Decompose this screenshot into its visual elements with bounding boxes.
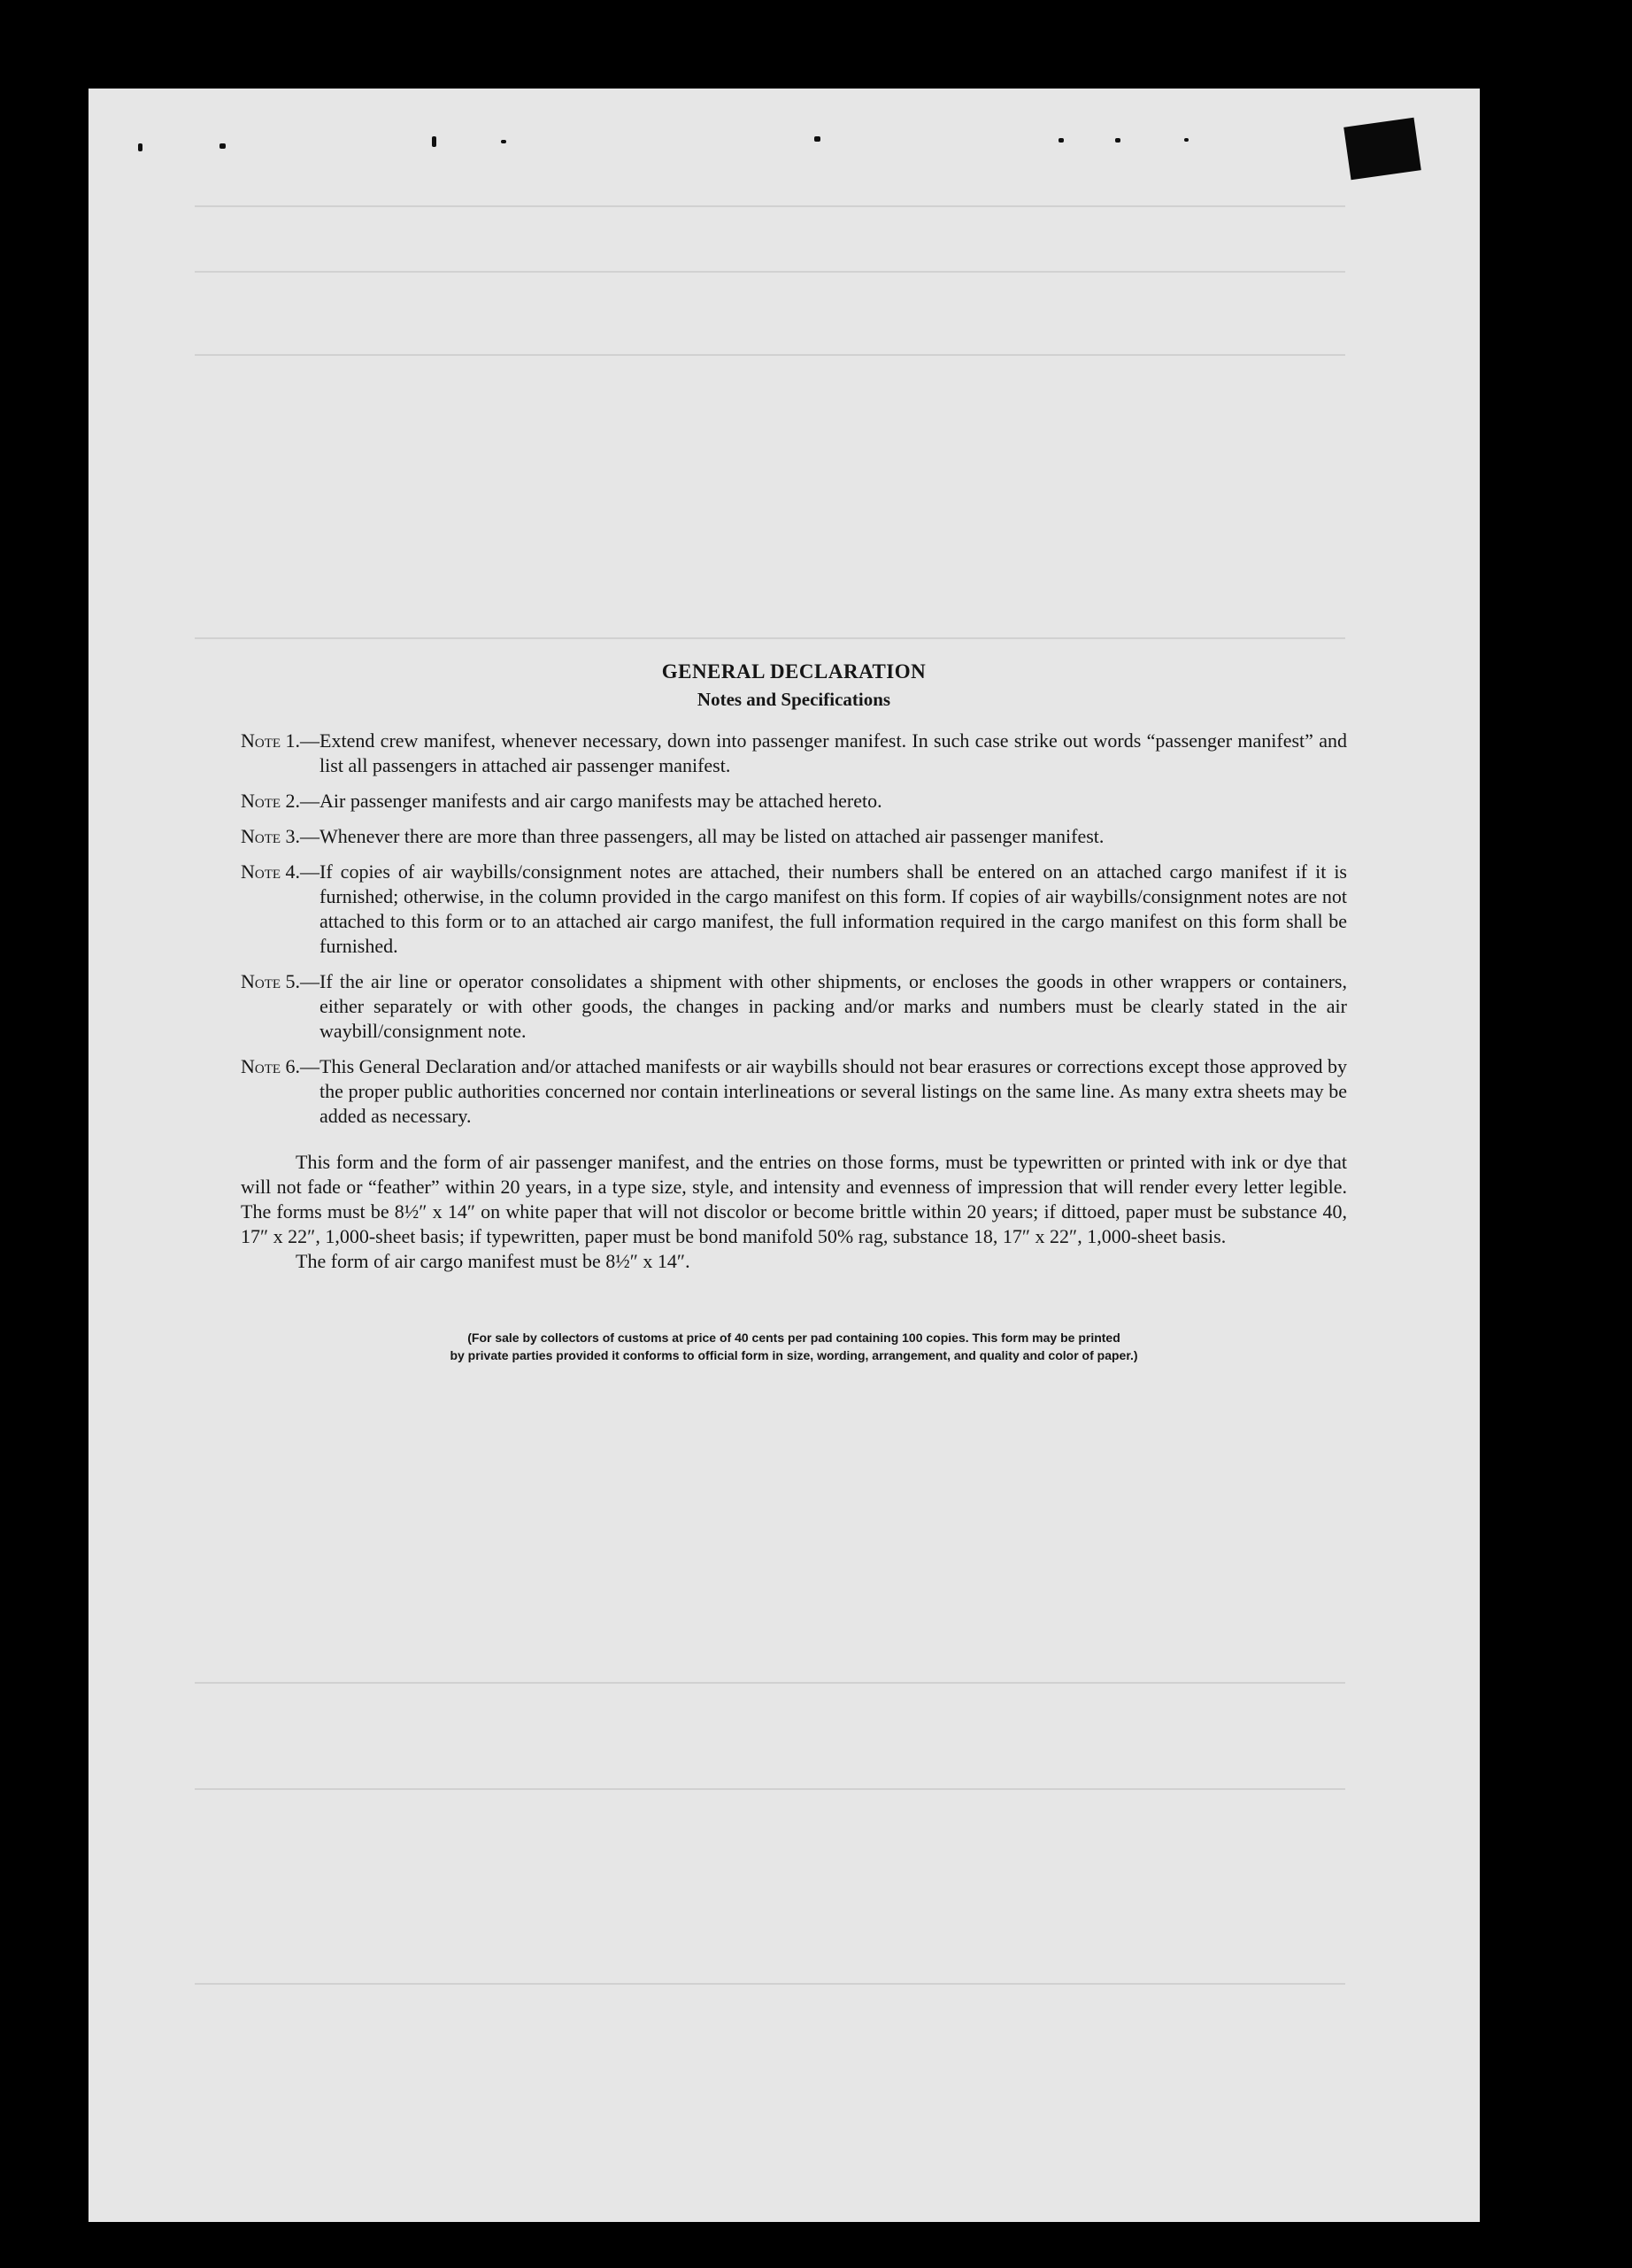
document-title: GENERAL DECLARATION: [661, 660, 927, 683]
edge-mark: [432, 136, 436, 147]
note-label: Note 2.: [241, 790, 301, 812]
form-requirements-paragraph: This form and the form of air passenger manifest, and the entries on those forms, must be typewritten or printed with ink or dye that will not fade or “feather” within 20 years, in a type size, style, and intensity and evenness of impression that will render every letter legible. The forms must be 8½″ x 14″ on white paper that will not discolor or become brittle within 20 years; if dittoed, paper must be substance 40, 17″ x 22″, 1,000-sheet basis; if typewritten, paper must be bond manifold 50% rag, substance 18, 17″ x 22″, 1,000-sheet basis.: [241, 1151, 1347, 1247]
note-text: If the air line or operator consolidates a shipment with other shipments, or encloses the goods in other wrappers or containers, either separately or with other goods, the changes in packing and/or marks and numbers must be clearly stated in the air waybill/consignment note.: [319, 970, 1347, 1042]
edge-mark: [219, 143, 226, 149]
document-page: [89, 89, 1480, 2222]
sale-notice: [241, 1329, 1347, 1364]
sale-notice-line-1: (For sale by collectors of customs at price of 40 cents per pad containing 100 copies. This form may be printed: [467, 1331, 1120, 1345]
edge-mark: [501, 140, 506, 143]
edge-mark: [1184, 138, 1189, 142]
edge-mark: [1058, 138, 1064, 143]
note-6: [241, 1054, 1347, 1129]
note-dash: —: [300, 970, 320, 992]
note-3: [241, 824, 1347, 849]
note-dash: —: [300, 729, 320, 752]
show-through-line: [195, 637, 1345, 639]
note-text: Whenever there are more than three passengers, all may be listed on attached air passenger manifest.: [319, 825, 1105, 847]
torn-corner: [1343, 118, 1421, 181]
note-dash: —: [300, 825, 320, 847]
show-through-line: [195, 271, 1345, 273]
note-text: Air passenger manifests and air cargo manifests may be attached hereto.: [319, 790, 882, 812]
note-label: Note 5.: [241, 970, 301, 992]
note-dash: —: [300, 790, 320, 812]
note-5: [241, 969, 1347, 1044]
note-dash: —: [300, 1055, 320, 1077]
cargo-manifest-size-paragraph: The form of air cargo manifest must be 8½″ x 14″.: [296, 1250, 690, 1272]
note-2: [241, 789, 1347, 814]
note-label: Note 4.: [241, 860, 301, 883]
note-text: Extend crew manifest, whenever necessary, down into passenger manifest. In such case strike out words “passenger manifest” and list all passengers in attached air passenger manifest.: [319, 729, 1347, 776]
show-through-line: [195, 1983, 1345, 1985]
edge-mark: [1115, 138, 1120, 143]
note-label: Note 6.: [241, 1055, 301, 1077]
show-through-line: [195, 354, 1345, 356]
show-through-line: [195, 205, 1345, 207]
note-label: Note 3.: [241, 825, 301, 847]
note-4: [241, 860, 1347, 959]
declaration-notes: [241, 660, 1347, 1364]
edge-mark: [138, 143, 142, 151]
note-dash: —: [300, 860, 320, 883]
edge-mark: [814, 136, 820, 142]
show-through-line: [195, 1788, 1345, 1790]
sale-notice-line-2: by private parties provided it conforms to official form in size, wording, arrangement, and quality and color of paper.): [450, 1348, 1138, 1362]
note-text: If copies of air waybills/consignment notes are attached, their numbers shall be entered on an attached cargo manifest if it is furnished; otherwise, in the column provided in the cargo manifest on this form. If copies of air waybills/consignment notes are not attached to this form or to an attached air cargo manifest, the full information required in the cargo manifest on this form shall be furnished.: [319, 860, 1347, 957]
note-label: Note 1.: [241, 729, 301, 752]
document-subtitle: Notes and Specifications: [697, 689, 891, 710]
note-1: [241, 729, 1347, 778]
note-text: This General Declaration and/or attached manifests or air waybills should not bear erasures or corrections except those approved by the proper public authorities concerned nor contain interlineations or several listings on the same line. As many extra sheets may be added as necessary.: [319, 1055, 1347, 1127]
show-through-line: [195, 1682, 1345, 1684]
